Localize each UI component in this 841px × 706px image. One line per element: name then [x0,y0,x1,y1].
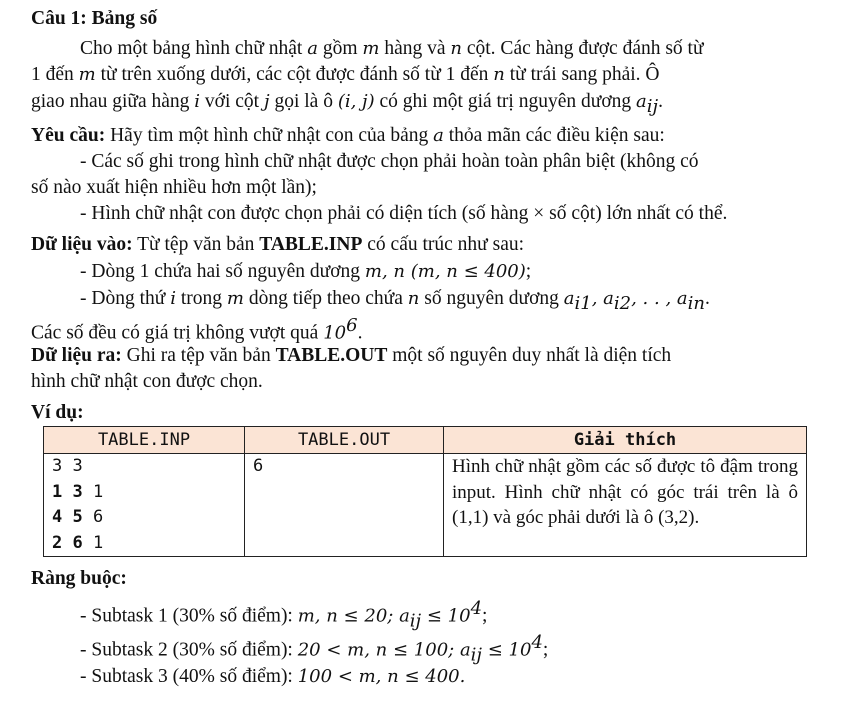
intro-line-3: giao nhau giữa hàng i với cột j gọi là ô (i, j) có ghi một giá trị nguyên dương $a_{ij}$. [31,91,663,117]
example-output-cell [245,454,444,557]
header-explanation: Giải thích [444,427,807,454]
subtask-2: - Subtask 2 (30% số điểm): 20 < m, n ≤ 100; $a_{ij} \le 10^4$; [80,632,549,666]
header-table-out: TABLE.OUT [245,427,444,454]
intro-line-2: 1 đến m từ trên xuống dưới, các cột được đánh số từ 1 đến n từ trái sang phải. Ô [31,64,660,85]
constraints-heading: Ràng buộc: [31,568,127,589]
explanation-text: Hình chữ nhật gồm các số được tô đậm trong input. Hình chữ nhật có góc trái trên là ô (1,1) và góc phải dưới là ô (3,2). [452,456,798,528]
input-heading: Dữ liệu vào: Từ tệp văn bản TABLE.INP có cấu trúc như sau: [31,234,525,255]
requirement-item-2: - Hình chữ nhật con được chọn phải có diện tích (số hàng × số cột) lớn nhất có thể. [80,203,728,224]
requirement-item-1: - Các số ghi trong hình chữ nhật được chọn phải hoàn toàn phân biệt (không có [80,151,699,172]
subtask-1: - Subtask 1 (30% số điểm): m, n ≤ 20; $a_{ij} \le 10^4$; [80,598,488,632]
intro-line-1: Cho một bảng hình chữ nhật a gồm m hàng và n cột. Các hàng được đánh số từ [80,38,704,59]
input-value-limit: Các số đều có giá trị không vượt quá $10^6$. [31,315,363,344]
example-heading: Ví dụ: [31,402,84,423]
example-explanation-cell [444,454,807,557]
example-table [43,426,807,557]
header-table-inp: TABLE.INP [44,427,245,454]
input-item-2: - Dòng thứ i trong m dòng tiếp theo chứa n số nguyên dương $a_{i1}$, $a_{i2}$, . . , $a_{in}$. [80,288,710,314]
problem-title: Câu 1: Bảng số [31,8,158,29]
requirement-heading: Yêu cầu: Hãy tìm một hình chữ nhật con của bảng a thỏa mãn các điều kiện sau: [31,125,665,146]
output-value: 6 [253,456,264,476]
input-row: 1 3 1 [52,481,104,502]
subtask-3: - Subtask 3 (40% số điểm): 100 < m, n ≤ 400. [80,666,466,687]
input-first-line: 3 3 [52,456,83,476]
input-row: 4 5 6 [52,507,104,527]
output-line-2: hình chữ nhật con được chọn. [31,371,263,392]
example-header-row [44,427,807,454]
requirement-item-1-cont: số nào xuất hiện nhiều hơn một lần); [31,177,317,198]
example-input-cell [44,454,245,557]
output-heading: Dữ liệu ra: Ghi ra tệp văn bản TABLE.OUT một số nguyên duy nhất là diện tích [31,345,672,366]
input-row: 2 6 1 [52,532,104,553]
example-data-row [44,454,807,557]
input-item-1: - Dòng 1 chứa hai số nguyên dương m, n (m, n ≤ 400); [80,261,532,282]
